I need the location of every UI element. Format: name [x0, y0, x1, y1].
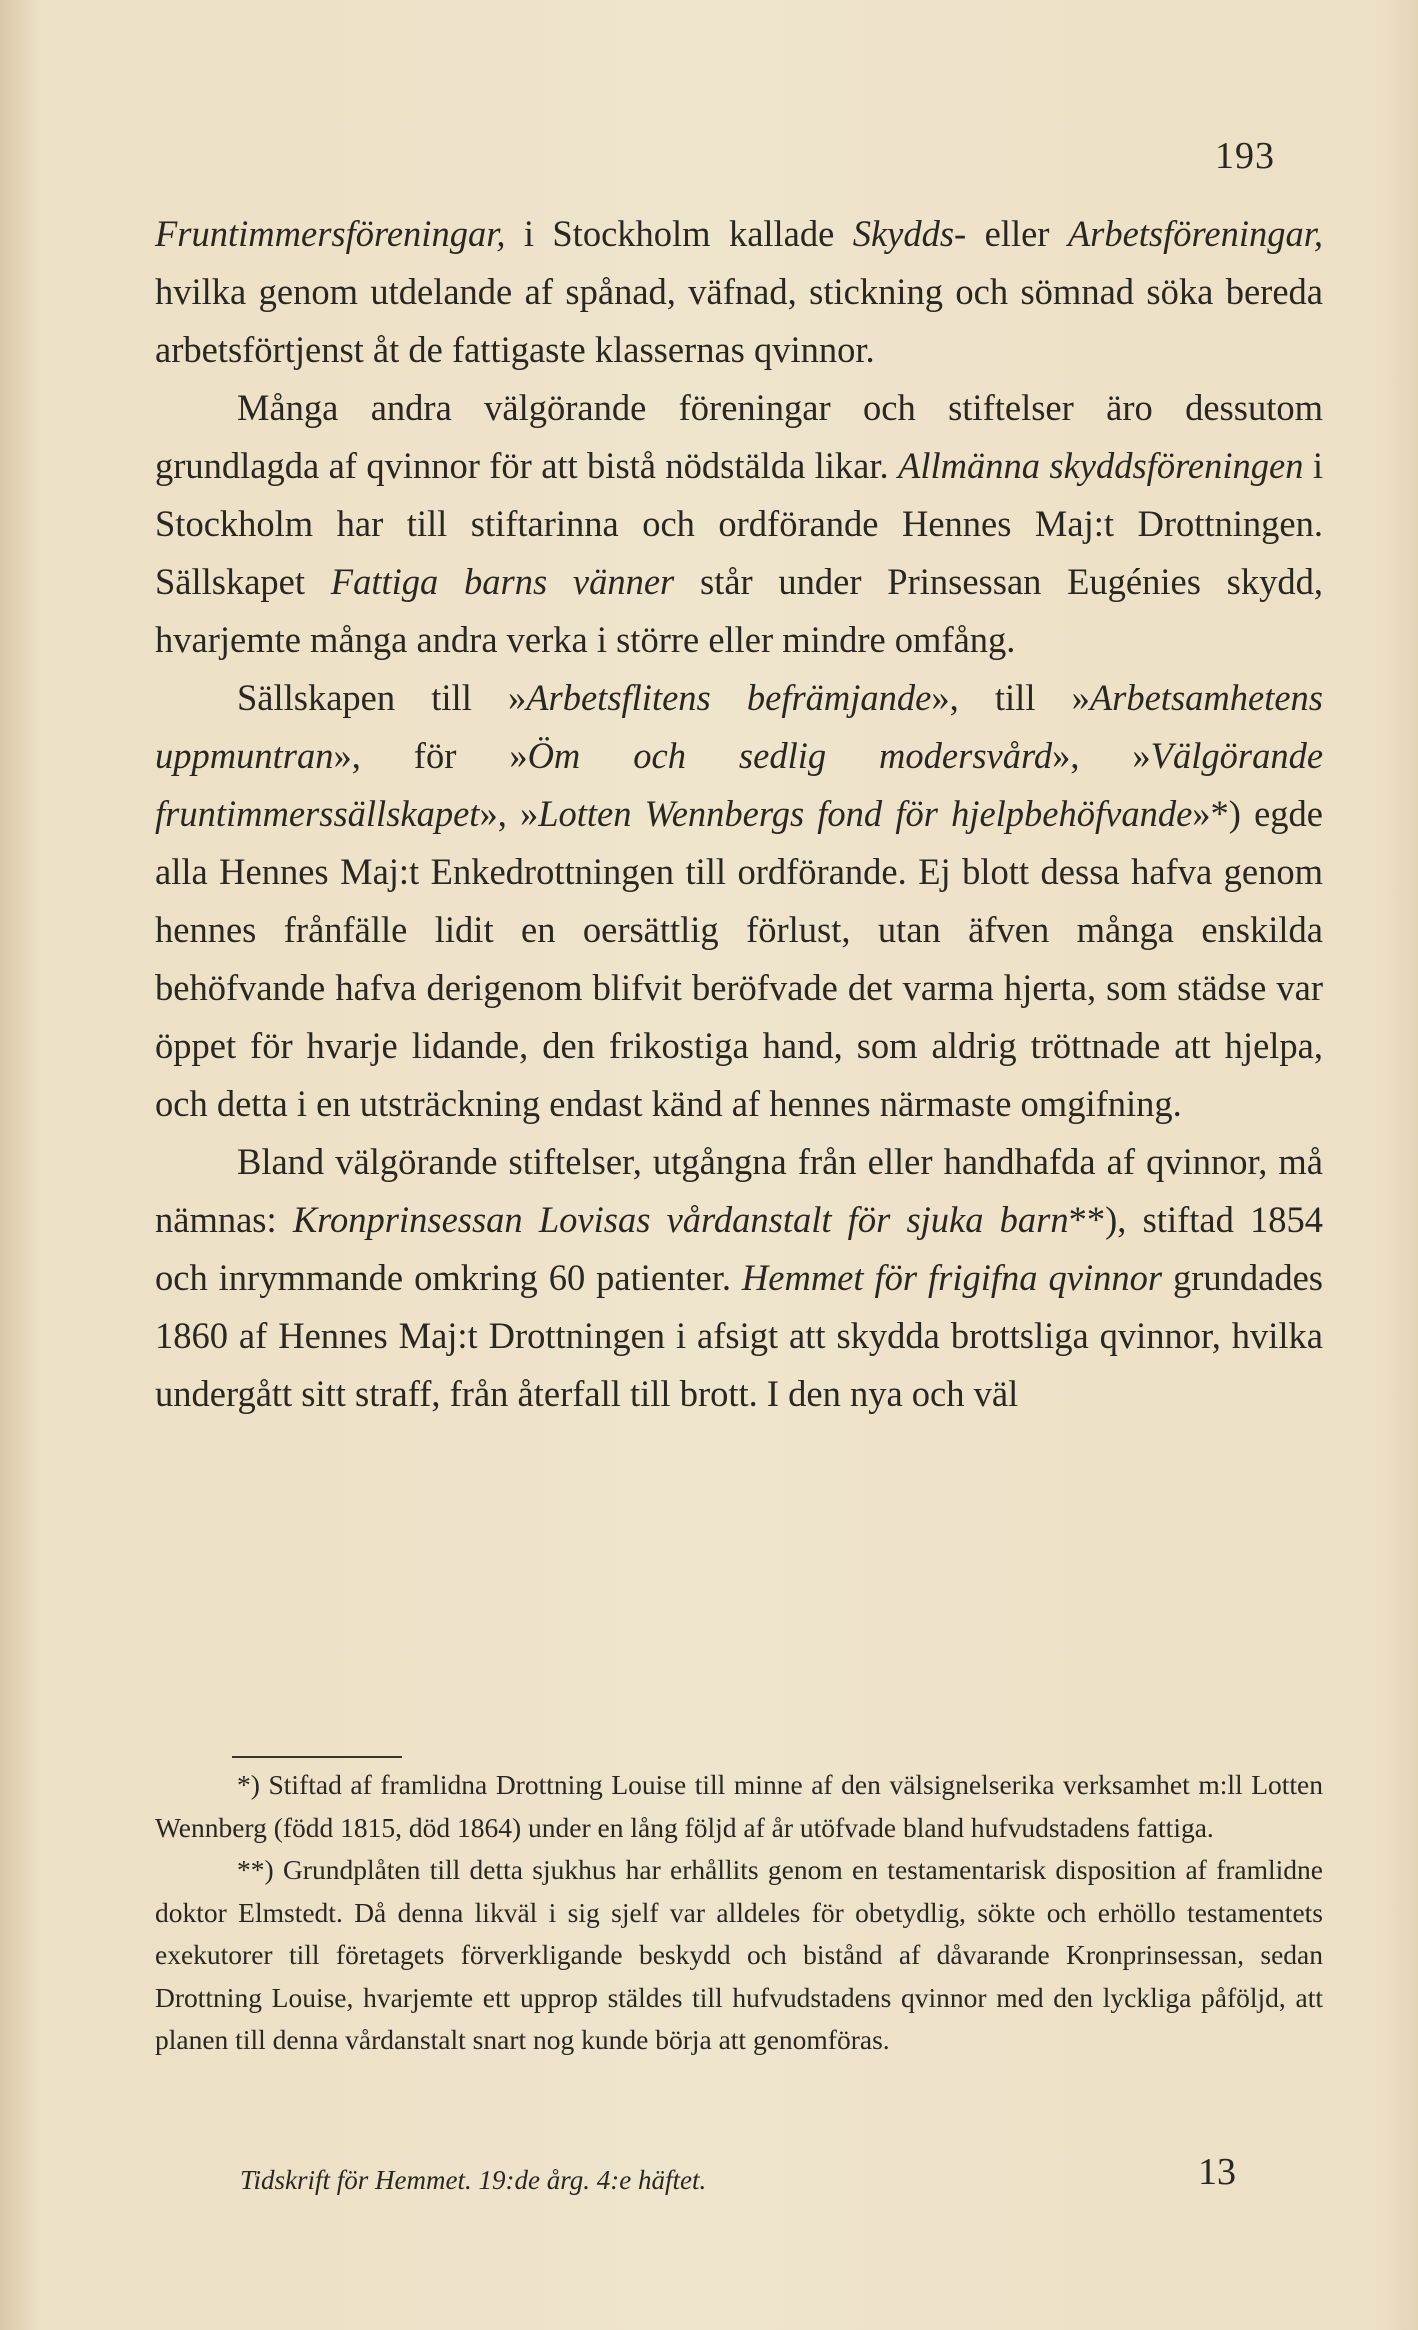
paragraph: [155, 669, 1323, 1133]
italic-run: Välgörande fruntimmerssällskapet: [155, 735, 1324, 834]
text-run: eller: [966, 213, 1068, 254]
italic-run: Skydds-: [852, 213, 967, 254]
italic-run: Arbetsflitens befrämjande: [526, 677, 932, 718]
text-run: grundades 1860 af Hennes Maj:t Drottningen i afsigt att skydda brottsliga qvinnor, hvilka undergått sitt straff, från återfall till brott. I den nya och väl: [155, 1257, 1324, 1414]
italic-run: Lotten Wennbergs fond för hjelpbehöfvande: [538, 793, 1193, 834]
italic-run: Öm och sedlig modersvård: [527, 735, 1053, 776]
italic-run: Hemmet för frigifna qvinnor: [741, 1257, 1163, 1298]
italic-run: Kronprinsessan Lovisas vårdanstalt för sjuka barn: [292, 1199, 1069, 1240]
italic-run: Allmänna skyddsföreningen: [898, 445, 1304, 486]
sheet-number: 13: [1198, 2151, 1236, 2193]
italic-run: Arbetsföreningar,: [1067, 213, 1323, 254]
italic-run: Fruntimmersföreningar,: [155, 213, 506, 254]
text-run: Många andra välgörande föreningar och stiftelser äro dessutom grundlagda af qvinnor för att bistå nödstälda likar.: [155, 387, 1323, 486]
paragraph: [155, 205, 1323, 379]
text-run: står under Prinsessan Eugénies skydd, hvarjemte många andra verka i större eller mindre omfång.: [155, 561, 1323, 660]
paragraph: [155, 1133, 1323, 1423]
text-run: Sällskapen till »: [237, 677, 527, 718]
paragraph: [155, 379, 1323, 669]
text-run: hvilka genom utdelande af spånad, väfnad, stickning och sömnad söka bereda arbetsförtjenst åt de fattigaste klassernas qvinnor.: [155, 271, 1323, 370]
text-run: », till »: [931, 677, 1090, 718]
italic-run: Fattiga barns vänner: [330, 561, 675, 602]
italic-run: Arbetsamhetens uppmuntran: [155, 677, 1324, 776]
text-run: », för »: [333, 735, 528, 776]
text-run: », »: [479, 793, 539, 834]
footnotes: [155, 1764, 1323, 2062]
text-run: **), stiftad 1854 och inrymmande omkring 60 patienter.: [155, 1199, 1324, 1298]
text-run: Bland välgörande stiftelser, utgångna från eller handhafda af qvinnor, må nämnas:: [155, 1141, 1323, 1240]
page-number: 193: [1215, 135, 1275, 177]
running-footer: Tidskrift för Hemmet. 19:de årg. 4:e häftet.: [240, 2165, 707, 2195]
body-text: [155, 205, 1323, 1423]
footnote: *) Stiftad af framlidna Drottning Louise till minne af den välsignelserika verksamhet m:ll Lotten Wennberg (född 1815, död 1864) under en lång följd af år utöfvade bland hufvudstadens fattiga.: [155, 1769, 1323, 1843]
text-run: i Stockholm har till stiftarinna och ordförande Hennes Maj:t Drottningen. Sällskapet: [155, 445, 1323, 602]
footnote-rule: [232, 1756, 402, 1758]
text-run: »*) egde alla Hennes Maj:t Enkedrottningen till ordförande. Ej blott dessa hafva genom hennes frånfälle lidit en oersättlig förlust, utan äfven många enskilda behöfvande hafva derigenom blifvit beröfvade det varma hjerta, som städse var öppet för hvarje lidande, den frikostiga hand, som aldrig tröttnade att hjelpa, och detta i en utsträckning endast känd af hennes närmaste omgifning.: [155, 793, 1323, 1124]
text-run: », »: [1052, 735, 1151, 776]
text-run: i Stockholm kallade: [505, 213, 853, 254]
footnote: **) Grundplåten till detta sjukhus har erhållits genom en testamentarisk disposition af framlidne doktor Elmstedt. Då denna likväl i sig sjelf var alldeles för obetydlig, sökte och erhöllo testamentets exekutorer till företagets förverkligande beskydd och bistånd af dåvarande Kronprinsessan, sedan Drottning Louise, hvarjemte ett upprop stäldes till hufvudstadens qvinnor med den lyckliga påföljd, att planen till denna vårdanstalt snart nog kunde börja att genomföras.: [155, 1854, 1323, 2055]
